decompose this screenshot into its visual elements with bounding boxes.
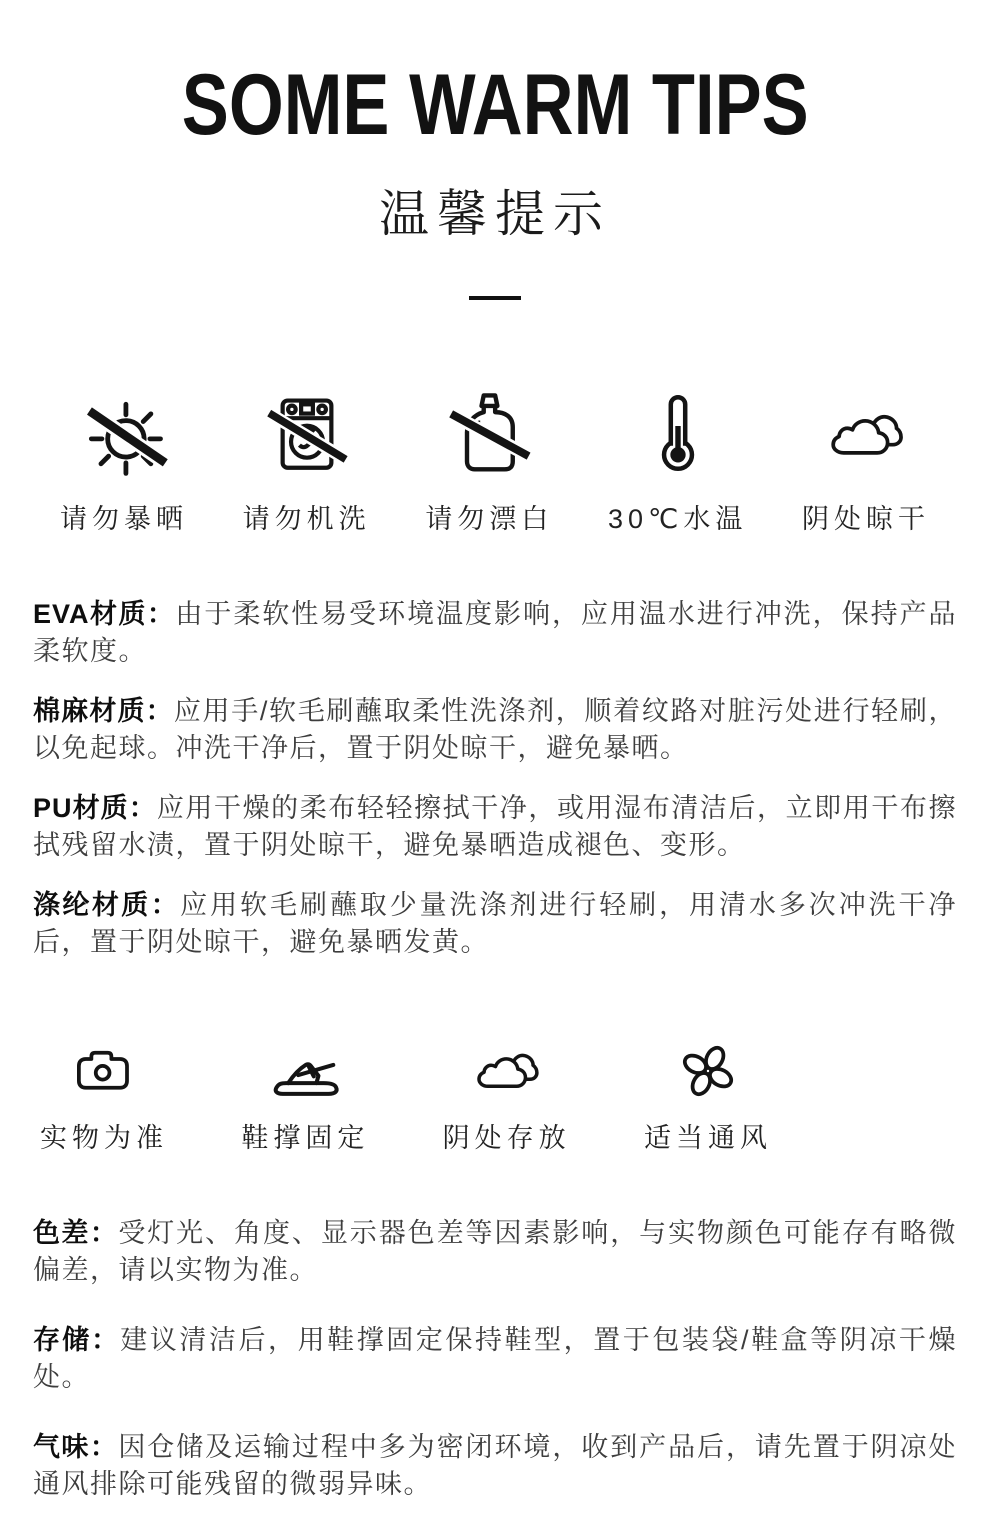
divider: [469, 296, 521, 300]
no-machine-wash-icon: [265, 386, 349, 484]
material-care-section: [33, 596, 957, 961]
care-icon-row: [60, 386, 930, 536]
storage-item-shoe-tree: [241, 1039, 369, 1155]
sandal-shoe-tree-icon: [268, 1039, 342, 1103]
notice-tip-odor: [33, 1429, 957, 1503]
tip-text: 受灯光、角度、显示器色差等因素影响，与实物颜色可能存有略微偏差，请以实物为准。: [33, 1218, 958, 1285]
store-in-shade-cloud-icon: [472, 1039, 542, 1103]
tip-text: 应用干燥的柔布轻轻擦拭干净，或用湿布清洁后，立即用干布擦拭残留水渍，置于阴处晾干，避免暴晒造成褪色、变形。: [33, 793, 957, 860]
page-title: [0, 57, 990, 153]
tip-text: 应用手/软毛刷蘸取柔性洗涤剂，顺着纹路对脏污处进行轻刷，以免起球。冲洗干净后，置于阴处晾干，避免暴晒。: [33, 696, 957, 763]
storage-item-ventilation: [644, 1039, 772, 1155]
water-temperature-icon: [651, 386, 705, 484]
care-item-label: 请勿暴晒: [60, 504, 188, 534]
tip-label: 涤纶材质：: [33, 890, 181, 920]
tip-text: 建议清洁后，用鞋撑固定保持鞋型，置于包装袋/鞋盒等阴凉干燥处。: [33, 1325, 957, 1392]
storage-item-actual-product: [40, 1039, 168, 1155]
page-title-text: SOME WARM TIPS: [181, 57, 809, 153]
tip-text: 应用软毛刷蘸取少量洗涤剂进行轻刷，用清水多次冲洗干净后，置于阴处晾干，避免暴晒发黄。: [33, 890, 958, 957]
page-subtitle: 温馨提示: [379, 186, 611, 242]
material-tip-cotton-linen: [33, 693, 957, 767]
material-tip-pu: [33, 790, 957, 864]
camera-icon: [76, 1039, 133, 1103]
care-item-no-sun: [60, 386, 188, 536]
tip-label: PU材质：: [33, 793, 157, 823]
care-item-label: 30℃水温: [607, 504, 748, 534]
no-sun-icon: [76, 386, 172, 484]
care-item-water-temp: [608, 386, 747, 536]
dry-in-shade-cloud-icon: [825, 386, 907, 484]
storage-item-label: 鞋撑固定: [241, 1123, 370, 1153]
tip-label: EVA材质：: [33, 599, 176, 629]
tip-text: 由于柔软性易受环境温度影响，应用温水进行冲洗，保持产品柔软度。: [33, 599, 958, 666]
notice-tip-storage: [33, 1322, 957, 1396]
tip-label: 气味：: [33, 1432, 119, 1462]
notice-tip-color-difference: [33, 1215, 957, 1289]
tip-label: 存储：: [33, 1325, 121, 1355]
storage-item-store-in-shade: [443, 1039, 571, 1155]
care-item-no-bleach: [425, 386, 553, 536]
material-tip-polyester: [33, 887, 957, 961]
storage-item-label: 实物为准: [40, 1123, 168, 1153]
care-item-label: 阴处晾干: [801, 504, 930, 534]
care-item-label: 请勿机洗: [242, 504, 371, 534]
tip-text: 因仓储及运输过程中多为密闭环境，收到产品后，请先置于阴凉处通风排除可能残留的微弱异味。: [33, 1432, 958, 1499]
tip-label: 色差：: [33, 1218, 119, 1248]
no-bleach-icon: [445, 386, 533, 484]
storage-item-label: 阴处存放: [442, 1123, 571, 1153]
tip-label: 棉麻材质：: [33, 696, 174, 726]
material-tip-eva: [33, 596, 957, 670]
care-item-label: 请勿漂白: [425, 504, 554, 534]
storage-icon-row: [40, 1039, 772, 1155]
care-item-dry-in-shade: [802, 386, 930, 536]
ventilation-fan-icon: [678, 1039, 738, 1103]
notice-section: [33, 1215, 957, 1503]
storage-item-label: 适当通风: [643, 1123, 772, 1153]
care-item-no-machine-wash: [243, 386, 371, 536]
